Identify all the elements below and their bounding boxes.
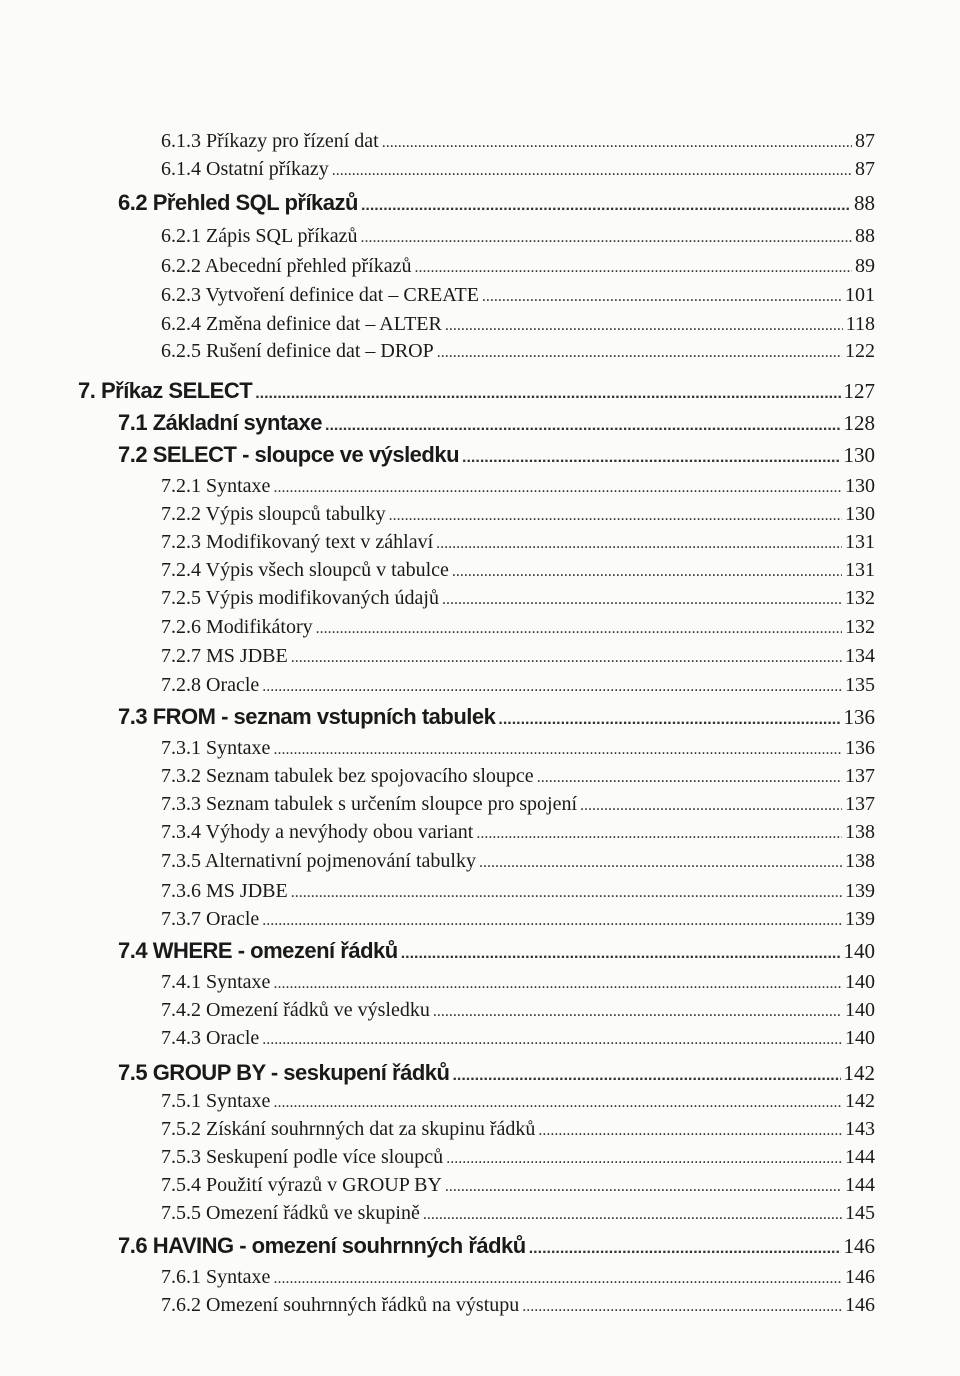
toc-entry-title: 7.2.6 Modifikátory (161, 616, 313, 638)
toc-entry-page: 130 (843, 443, 875, 467)
toc-entry-title: 7.2 SELECT - sloupce ve výsledku (118, 442, 460, 467)
toc-entry (161, 559, 875, 582)
toc-entry-page: 87 (855, 130, 875, 152)
toc-entry-page: 122 (845, 340, 875, 362)
toc-dot-leader (389, 507, 842, 525)
toc-dot-leader (401, 945, 841, 963)
toc-entry-page: 140 (845, 999, 875, 1021)
toc-dot-leader (382, 134, 852, 152)
toc-entry-title: 6.1.4 Ostatní příkazy (161, 158, 329, 180)
toc-entry-page: 139 (845, 880, 875, 902)
toc-entry (161, 737, 875, 760)
toc-entry (161, 999, 875, 1022)
toc-entry-title: 6.2.1 Zápis SQL příkazů (161, 225, 358, 247)
toc-entry-page: 88 (855, 225, 875, 247)
toc-dot-leader (360, 229, 852, 247)
toc-entry-title: 7.1 Základní syntaxe (118, 410, 322, 435)
toc-dot-leader (325, 417, 841, 435)
toc-entry-page: 101 (845, 284, 875, 306)
toc-entry (78, 378, 875, 404)
toc-dot-leader (332, 162, 852, 180)
toc-entry-page: 146 (843, 1234, 875, 1258)
toc-entry-title: 7.4 WHERE - omezení řádků (118, 938, 398, 963)
toc-dot-leader (452, 563, 842, 581)
toc-entry-page: 128 (843, 411, 875, 435)
toc-entry (161, 225, 875, 248)
toc-dot-leader (436, 535, 842, 553)
toc-dot-leader (442, 591, 842, 609)
toc-entry-page: 134 (845, 645, 875, 667)
toc-entry-title: 6.2 Přehled SQL příkazů (118, 190, 358, 215)
toc-dot-leader (498, 711, 840, 729)
toc-entry-page: 130 (845, 475, 875, 497)
toc-entry (161, 645, 875, 668)
toc-entry (161, 908, 875, 931)
toc-entry-title: 6.2.5 Rušení definice dat – DROP (161, 340, 434, 362)
toc-entry-page: 132 (845, 616, 875, 638)
toc-dot-leader (538, 1122, 842, 1140)
toc-dot-leader (262, 678, 842, 696)
toc-entry-title: 6.2.4 Změna definice dat – ALTER (161, 313, 442, 335)
toc-entry-title: 7.4.3 Oracle (161, 1027, 260, 1049)
toc-entry (161, 587, 875, 610)
toc-dot-leader (462, 449, 840, 467)
toc-entry-title: 7.4.2 Omezení řádků ve výsledku (161, 999, 430, 1021)
toc-entry (161, 1090, 875, 1113)
toc-dot-leader (262, 912, 842, 930)
toc-entry-page: 130 (845, 503, 875, 525)
toc-entry (118, 410, 875, 436)
toc-entry (161, 850, 875, 873)
toc-entry-title: 7.3.3 Seznam tabulek s určením sloupce pro spojení (161, 793, 578, 815)
toc-entry-title: 7.5.5 Omezení řádků ve skupině (161, 1202, 420, 1224)
toc-entry-title: 7.2.5 Výpis modifikovaných údajů (161, 587, 439, 609)
toc-dot-leader (273, 975, 842, 993)
toc-entry-title: 7. Příkaz SELECT (78, 378, 253, 403)
toc-entry-page: 138 (845, 850, 875, 872)
toc-entry-title: 6.1.3 Příkazy pro řízení dat (161, 130, 379, 152)
toc-dot-leader (316, 620, 842, 638)
toc-entry (161, 503, 875, 526)
toc-entry-title: 7.5 GROUP BY - seskupení řádků (118, 1060, 450, 1085)
toc-entry (161, 821, 875, 844)
toc-entry-title: 7.3.5 Alternativní pojmenování tabulky (161, 850, 476, 872)
toc-entry (161, 793, 875, 816)
toc-entry-page: 140 (845, 971, 875, 993)
toc-entry-page: 143 (845, 1118, 875, 1140)
toc-entry-title: 7.3.2 Seznam tabulek bez spojovacího sloupce (161, 765, 534, 787)
toc-entry-page: 135 (845, 674, 875, 696)
toc-entry (161, 765, 875, 788)
toc-dot-leader (361, 197, 851, 215)
toc-entry-title: 6.2.2 Abecední přehled příkazů (161, 255, 412, 277)
toc-entry (161, 1202, 875, 1225)
toc-entry-title: 7.3.1 Syntaxe (161, 737, 271, 759)
toc-entry-title: 7.2.4 Výpis všech sloupců v tabulce (161, 559, 449, 581)
toc-entry (161, 531, 875, 554)
toc-dot-leader (437, 344, 842, 362)
toc-entry (161, 674, 875, 697)
toc-entry-title: 7.6.1 Syntaxe (161, 1266, 271, 1288)
toc-entry-title: 7.4.1 Syntaxe (161, 971, 271, 993)
toc-entry-page: 142 (845, 1090, 875, 1112)
toc-entry (161, 1118, 875, 1141)
toc-dot-leader (476, 825, 842, 843)
toc-entry (161, 284, 875, 307)
toc-dot-leader (445, 317, 843, 335)
toc-dot-leader (273, 479, 842, 497)
toc-entry-title: 7.6 HAVING - omezení souhrnných řádků (118, 1233, 526, 1258)
toc-entry-title: 7.6.2 Omezení souhrnných řádků na výstupu (161, 1294, 520, 1316)
toc-dot-leader (423, 1206, 842, 1224)
toc-entry (161, 880, 875, 903)
toc-entry-title: 7.5.1 Syntaxe (161, 1090, 271, 1112)
toc-entry (118, 1233, 875, 1259)
toc-dot-leader (479, 854, 842, 872)
toc-entry (161, 1146, 875, 1169)
toc-entry (161, 340, 875, 363)
toc-entry-page: 145 (845, 1202, 875, 1224)
toc-entry (161, 1294, 875, 1317)
toc-entry-page: 127 (843, 379, 875, 403)
toc-dot-leader (522, 1298, 842, 1316)
toc-entry-title: 7.2.1 Syntaxe (161, 475, 271, 497)
toc-entry-title: 7.2.7 MS JDBE (161, 645, 288, 667)
toc-dot-leader (273, 741, 842, 759)
toc-dot-leader (446, 1150, 842, 1168)
toc-entry-title: 6.2.3 Vytvoření definice dat – CREATE (161, 284, 479, 306)
toc-entry-page: 132 (845, 587, 875, 609)
toc-entry-page: 88 (854, 191, 875, 215)
toc-dot-leader (537, 769, 842, 787)
toc-dot-leader (580, 797, 842, 815)
toc-entry-title: 7.3.4 Výhody a nevýhody obou variant (161, 821, 474, 843)
toc-entry (161, 1266, 875, 1289)
toc-entry (118, 190, 875, 216)
toc-entry-page: 136 (845, 737, 875, 759)
toc-entry (161, 1027, 875, 1050)
toc-dot-leader (529, 1240, 841, 1258)
toc-dot-leader (445, 1178, 842, 1196)
toc-entry (161, 255, 875, 278)
toc-entry-page: 146 (845, 1294, 875, 1316)
toc-entry-page: 118 (845, 313, 875, 335)
toc-entry (118, 1060, 875, 1086)
toc-entry-page: 131 (845, 531, 875, 553)
toc-entry-title: 7.3 FROM - seznam vstupních tabulek (118, 704, 496, 729)
toc-entry (161, 313, 875, 336)
toc-entry-title: 7.5.2 Získání souhrnných dat za skupinu řádků (161, 1118, 536, 1140)
toc-entry-page: 140 (843, 939, 875, 963)
toc-entry-page: 137 (845, 765, 875, 787)
toc-dot-leader (262, 1031, 842, 1049)
toc-dot-leader (291, 884, 842, 902)
toc-dot-leader (452, 1067, 840, 1085)
toc-entry (118, 704, 875, 730)
toc-entry-page: 138 (845, 821, 875, 843)
toc-entry-title: 7.2.3 Modifikovaný text v záhlaví (161, 531, 434, 553)
toc-entry-title: 7.5.3 Seskupení podle více sloupců (161, 1146, 444, 1168)
toc-entry-title: 7.5.4 Použití výrazů v GROUP BY (161, 1174, 442, 1196)
toc-entry-title: 7.3.7 Oracle (161, 908, 260, 930)
toc-dot-leader (291, 649, 842, 667)
toc-entry-page: 139 (845, 908, 875, 930)
toc-dot-leader (273, 1270, 842, 1288)
toc-entry-page: 142 (843, 1061, 875, 1085)
toc-entry (161, 158, 875, 181)
toc-entry (161, 130, 875, 153)
toc-entry (161, 616, 875, 639)
toc-entry-page: 137 (845, 793, 875, 815)
toc-entry (161, 971, 875, 994)
toc-entry (161, 475, 875, 498)
toc-entry-page: 144 (845, 1174, 875, 1196)
toc-dot-leader (414, 259, 852, 277)
toc-entry-title: 7.2.8 Oracle (161, 674, 260, 696)
toc-entry (118, 442, 875, 468)
toc-entry-title: 7.3.6 MS JDBE (161, 880, 288, 902)
toc-entry-page: 87 (855, 158, 875, 180)
toc-entry-page: 89 (855, 255, 875, 277)
toc-entry-page: 146 (845, 1266, 875, 1288)
toc-entry-title: 7.2.2 Výpis sloupců tabulky (161, 503, 386, 525)
toc-dot-leader (255, 385, 840, 403)
toc-entry-page: 131 (845, 559, 875, 581)
toc-entry-page: 140 (845, 1027, 875, 1049)
toc-entry-page: 144 (845, 1146, 875, 1168)
toc-dot-leader (482, 288, 842, 306)
toc-entry-page: 136 (843, 705, 875, 729)
toc-entry (161, 1174, 875, 1197)
toc-dot-leader (433, 1003, 842, 1021)
toc-entry (118, 938, 875, 964)
toc-dot-leader (273, 1094, 842, 1112)
